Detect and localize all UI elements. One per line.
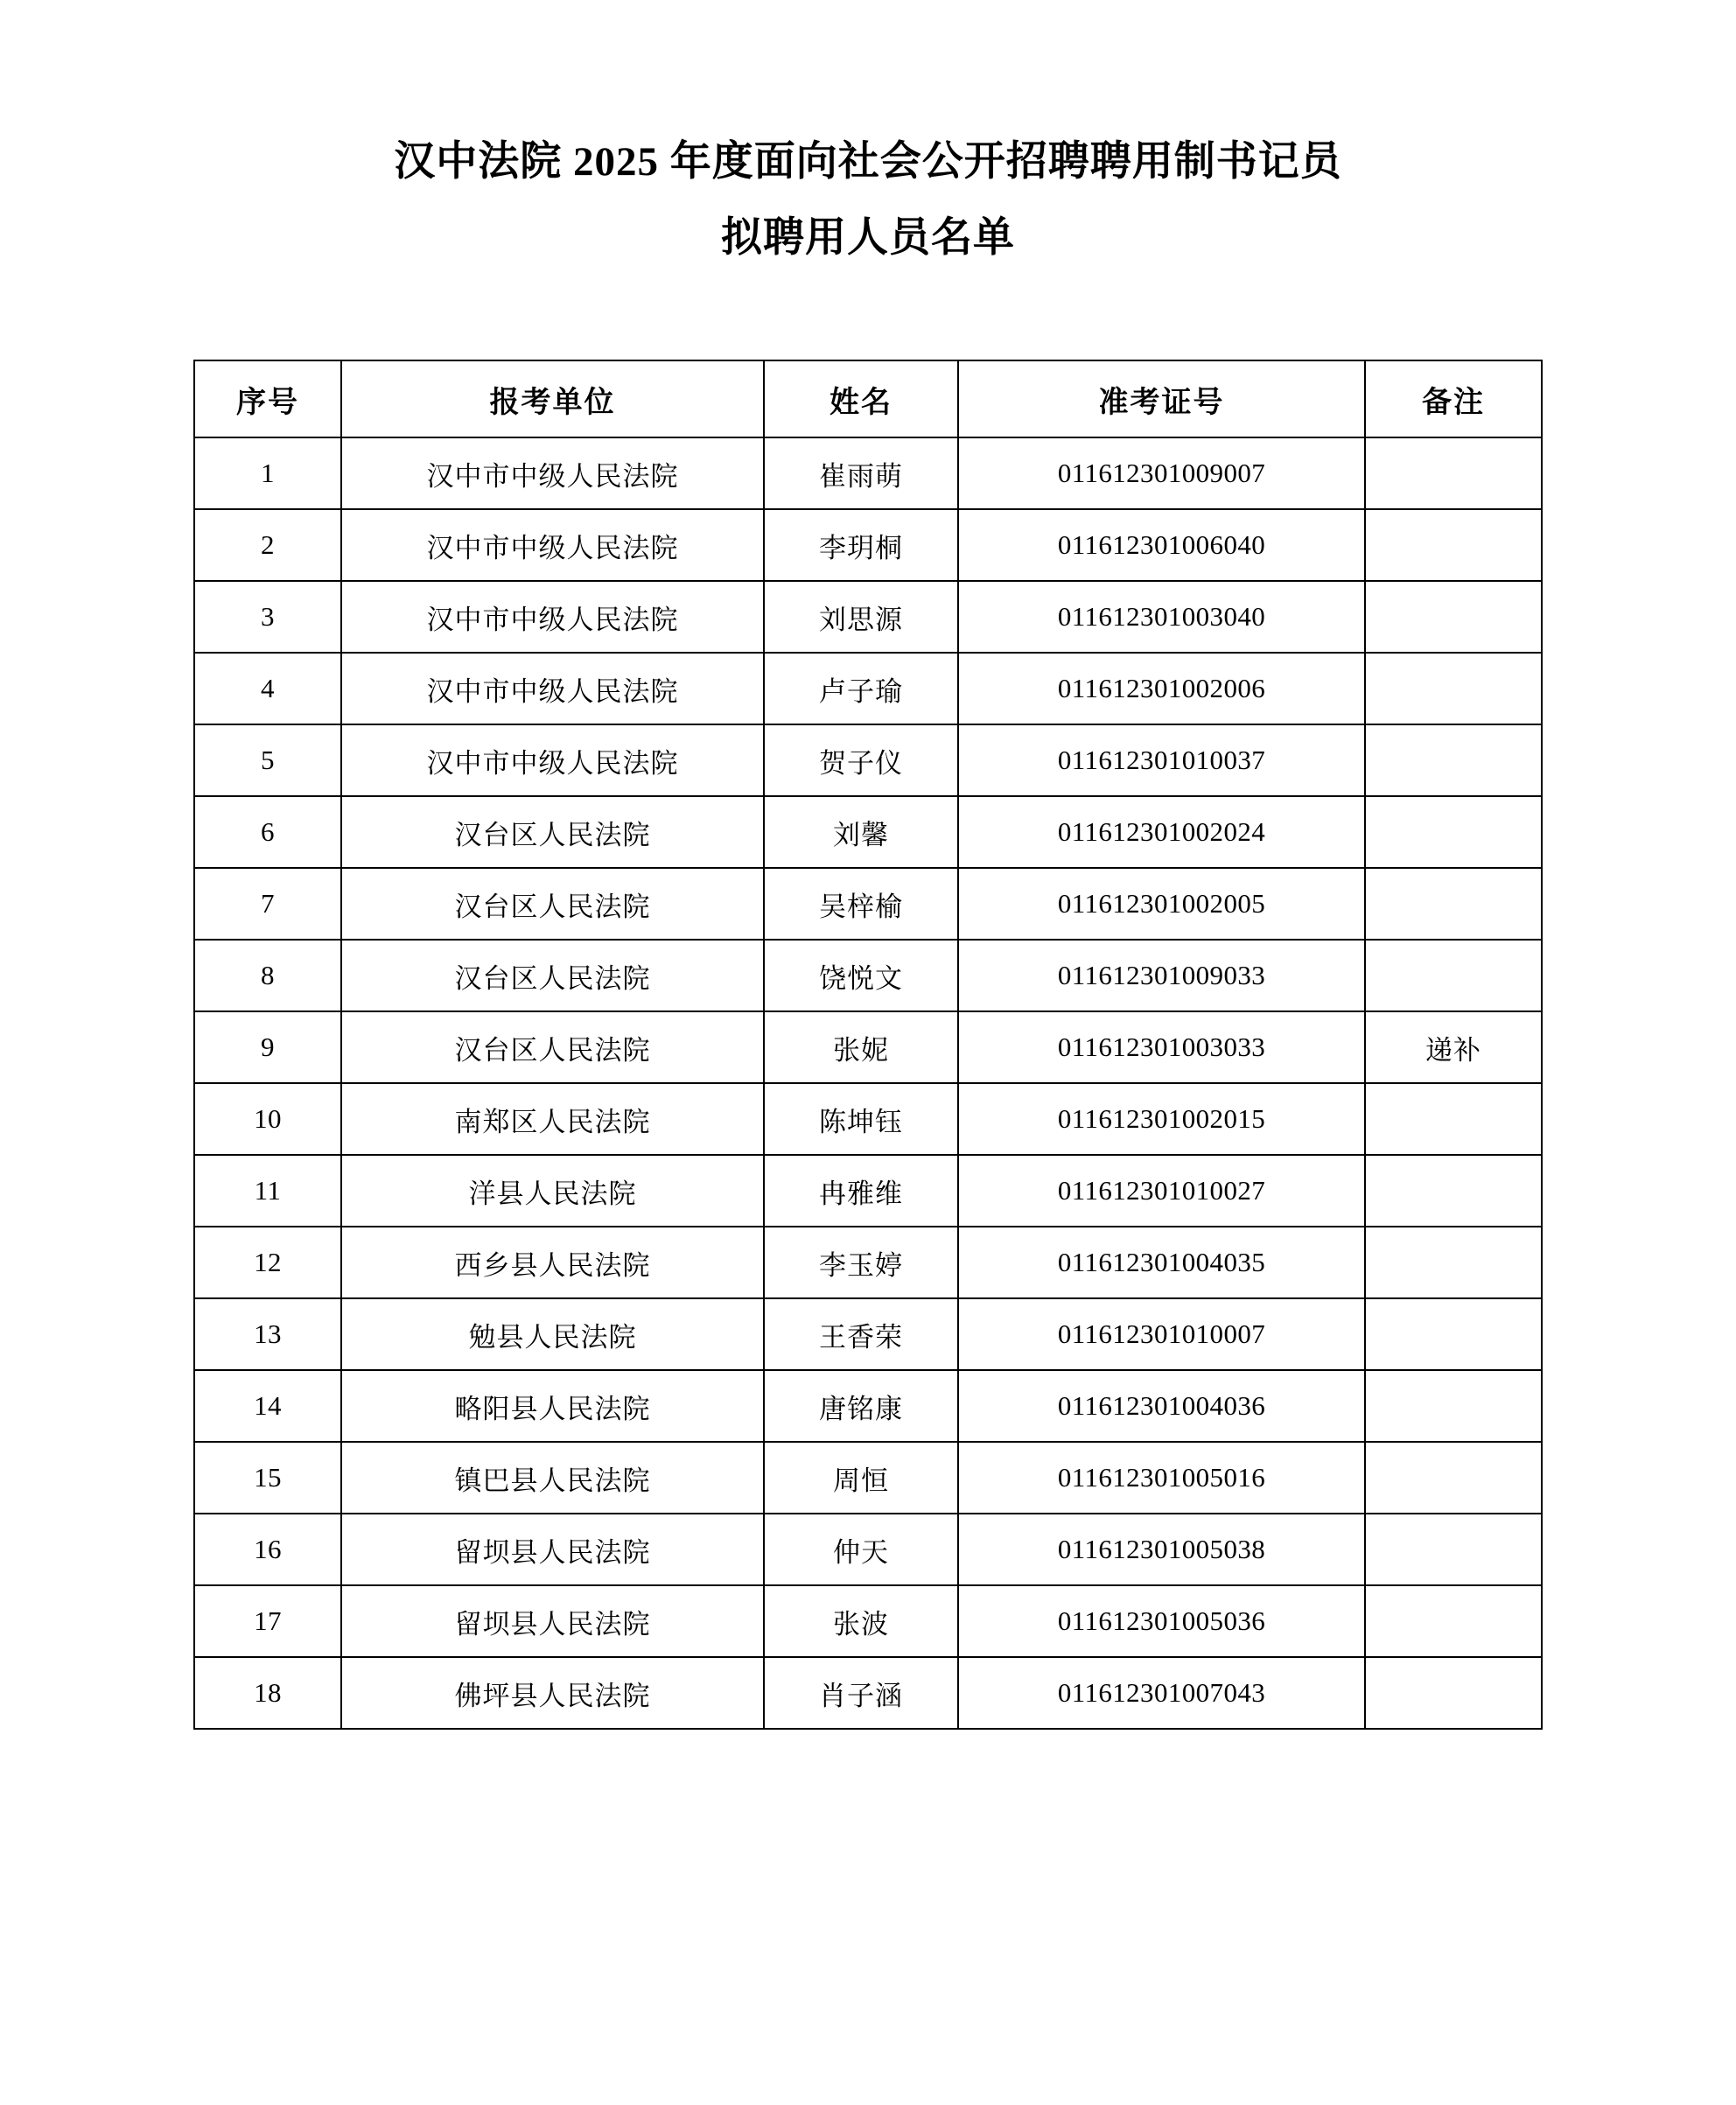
table-row [194,868,1542,940]
cell-unit: 洋县人民法院 [341,1155,764,1227]
table-row [194,1442,1542,1514]
cell-index: 9 [194,1011,341,1083]
column-header-index: 序号 [194,360,341,437]
cell-admission-number: 011612301010007 [958,1298,1365,1370]
cell-index: 4 [194,653,341,724]
table-row [194,581,1542,653]
cell-index: 6 [194,796,341,868]
cell-index: 16 [194,1514,341,1585]
cell-unit: 留坝县人民法院 [341,1514,764,1585]
cell-name: 崔雨萌 [764,437,958,509]
cell-name: 贺子仪 [764,724,958,796]
cell-admission-number: 011612301005038 [958,1514,1365,1585]
cell-name: 饶悦文 [764,940,958,1011]
cell-unit: 汉台区人民法院 [341,796,764,868]
cell-name: 唐铭康 [764,1370,958,1442]
table-body [194,437,1542,1729]
cell-admission-number: 011612301002005 [958,868,1365,940]
cell-name: 仲天 [764,1514,958,1585]
cell-note [1365,940,1542,1011]
cell-unit: 汉台区人民法院 [341,940,764,1011]
cell-unit: 南郑区人民法院 [341,1083,764,1155]
cell-index: 8 [194,940,341,1011]
cell-index: 17 [194,1585,341,1657]
cell-admission-number: 011612301002006 [958,653,1365,724]
cell-admission-number: 011612301004036 [958,1370,1365,1442]
cell-index: 7 [194,868,341,940]
cell-note [1365,1585,1542,1657]
table-row [194,724,1542,796]
roster-table [193,360,1543,1730]
cell-index: 1 [194,437,341,509]
cell-unit: 汉中市中级人民法院 [341,581,764,653]
cell-admission-number: 011612301005036 [958,1585,1365,1657]
column-header-admission-number: 准考证号 [958,360,1365,437]
cell-note [1365,1298,1542,1370]
column-header-unit: 报考单位 [341,360,764,437]
cell-admission-number: 011612301002024 [958,796,1365,868]
cell-unit: 略阳县人民法院 [341,1370,764,1442]
cell-index: 3 [194,581,341,653]
table-row [194,1514,1542,1585]
table-row [194,653,1542,724]
cell-name: 冉雅维 [764,1155,958,1227]
cell-name: 陈坤钰 [764,1083,958,1155]
cell-note: 递补 [1365,1011,1542,1083]
cell-index: 18 [194,1657,341,1729]
cell-unit: 西乡县人民法院 [341,1227,764,1298]
cell-note [1365,1657,1542,1729]
cell-admission-number: 011612301002015 [958,1083,1365,1155]
cell-note [1365,1155,1542,1227]
cell-admission-number: 011612301003033 [958,1011,1365,1083]
table-row [194,1011,1542,1083]
cell-note [1365,1227,1542,1298]
cell-admission-number: 011612301005016 [958,1442,1365,1514]
cell-name: 张波 [764,1585,958,1657]
cell-unit: 勉县人民法院 [341,1298,764,1370]
cell-name: 王香荣 [764,1298,958,1370]
cell-unit: 汉中市中级人民法院 [341,437,764,509]
cell-admission-number: 011612301004035 [958,1227,1365,1298]
cell-index: 14 [194,1370,341,1442]
cell-name: 周恒 [764,1442,958,1514]
cell-note [1365,724,1542,796]
table-row [194,1657,1542,1729]
cell-unit: 汉台区人民法院 [341,868,764,940]
table-row [194,509,1542,581]
table-row [194,1585,1542,1657]
cell-note [1365,581,1542,653]
cell-note [1365,868,1542,940]
table-row [194,1083,1542,1155]
cell-admission-number: 011612301009007 [958,437,1365,509]
page-title-line-2: 拟聘用人员名单 [721,215,1015,262]
cell-unit: 汉中市中级人民法院 [341,509,764,581]
cell-unit: 镇巴县人民法院 [341,1442,764,1514]
cell-name: 肖子涵 [764,1657,958,1729]
table-row [194,1370,1542,1442]
page-title [0,130,1736,270]
cell-name: 刘思源 [764,581,958,653]
cell-name: 刘馨 [764,796,958,868]
cell-name: 李玥桐 [764,509,958,581]
cell-unit: 留坝县人民法院 [341,1585,764,1657]
table-row [194,1227,1542,1298]
cell-admission-number: 011612301010027 [958,1155,1365,1227]
cell-note [1365,1514,1542,1585]
cell-name: 卢子瑜 [764,653,958,724]
cell-note [1365,653,1542,724]
cell-admission-number: 011612301003040 [958,581,1365,653]
table-row [194,1298,1542,1370]
table-row [194,437,1542,509]
roster-table-container [0,360,1736,1730]
cell-index: 13 [194,1298,341,1370]
column-header-name: 姓名 [764,360,958,437]
cell-name: 李玉婷 [764,1227,958,1298]
cell-index: 5 [194,724,341,796]
cell-admission-number: 011612301006040 [958,509,1365,581]
cell-note [1365,1370,1542,1442]
cell-index: 11 [194,1155,341,1227]
cell-unit: 汉中市中级人民法院 [341,653,764,724]
page-title-line-1: 汉中法院 2025 年度面向社会公开招聘聘用制书记员 [394,139,1342,185]
cell-name: 张妮 [764,1011,958,1083]
cell-admission-number: 011612301007043 [958,1657,1365,1729]
table-row [194,940,1542,1011]
table-row [194,1155,1542,1227]
cell-note [1365,796,1542,868]
cell-note [1365,1442,1542,1514]
cell-index: 15 [194,1442,341,1514]
cell-admission-number: 011612301010037 [958,724,1365,796]
table-row [194,796,1542,868]
cell-unit: 汉中市中级人民法院 [341,724,764,796]
cell-unit: 汉台区人民法院 [341,1011,764,1083]
cell-note [1365,437,1542,509]
table-header [194,360,1542,437]
column-header-note: 备注 [1365,360,1542,437]
table-header-row [194,360,1542,437]
cell-index: 12 [194,1227,341,1298]
cell-note [1365,509,1542,581]
cell-name: 吴梓榆 [764,868,958,940]
cell-note [1365,1083,1542,1155]
cell-unit: 佛坪县人民法院 [341,1657,764,1729]
cell-index: 2 [194,509,341,581]
cell-admission-number: 011612301009033 [958,940,1365,1011]
cell-index: 10 [194,1083,341,1155]
